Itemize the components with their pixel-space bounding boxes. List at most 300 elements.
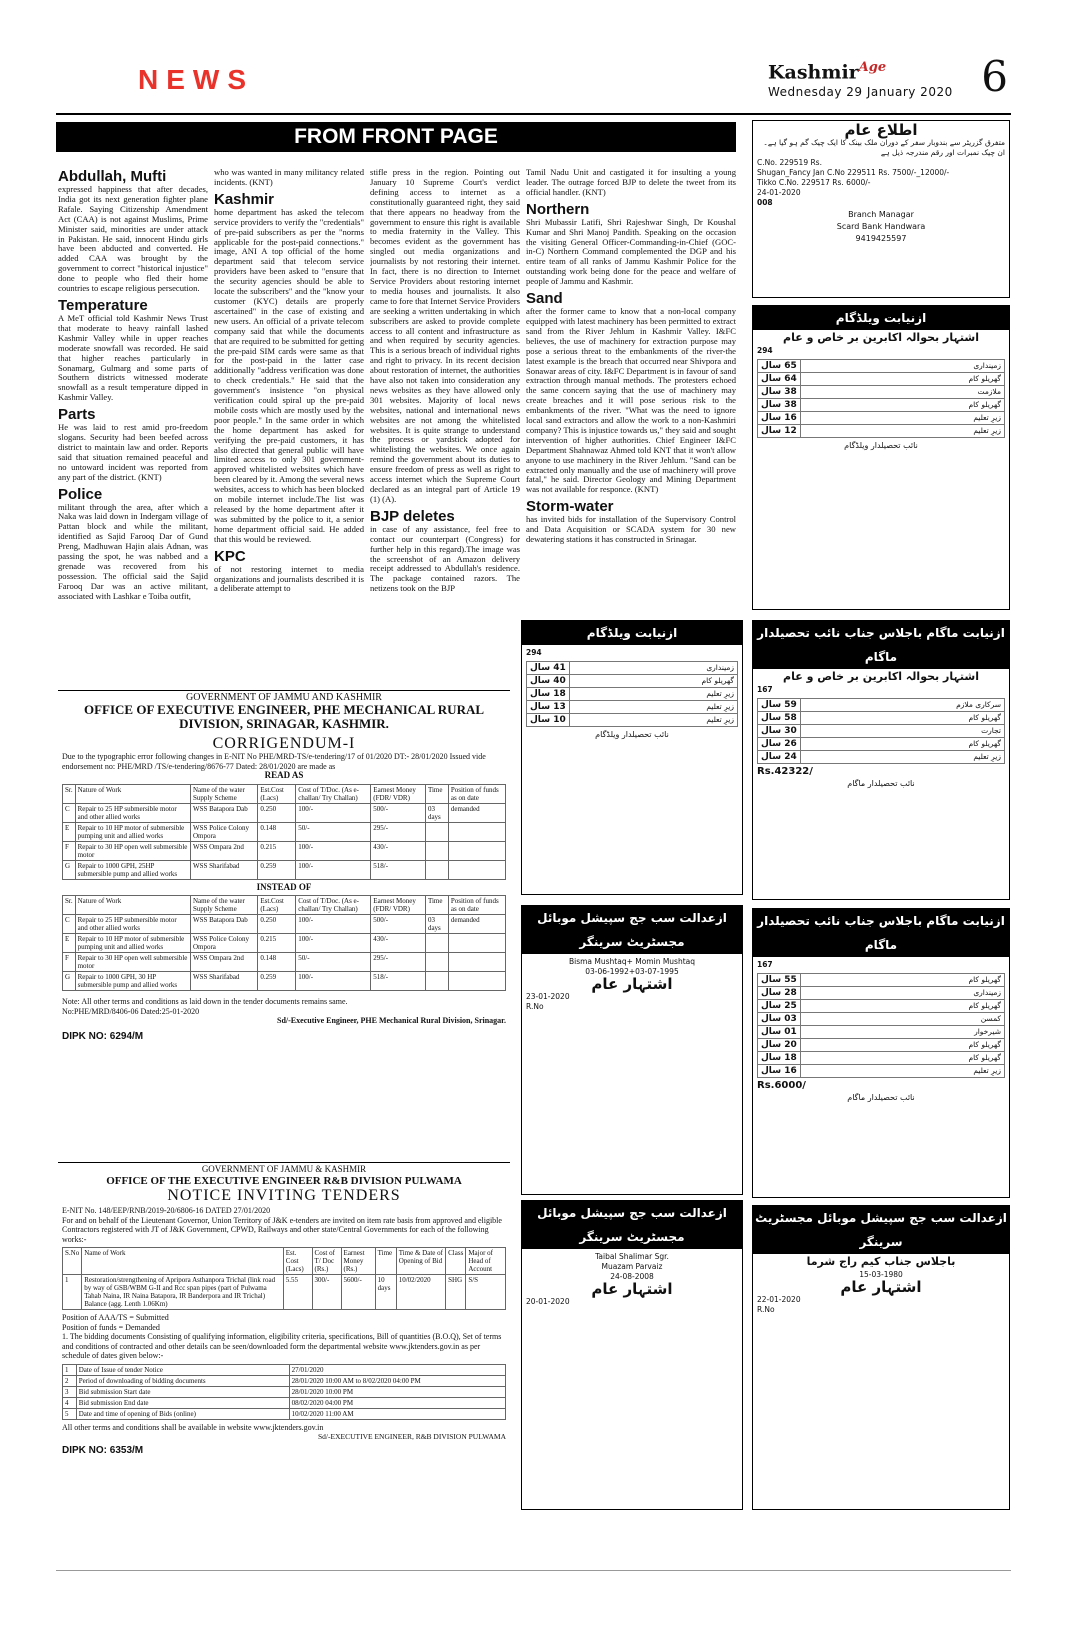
article-bjp: in case of any assistance, feel free to contact our counterpart (Congress) for further help in this regard).The image was the screenshot of an Amazon delivery receipt addressed to Abdullah's residence. The package contained razors. The netizens took on the BJP <box>370 523 520 594</box>
table-cell: 50/- <box>296 822 371 841</box>
ad7-rno: R.No <box>757 1305 775 1314</box>
table-cell: 0.215 <box>258 841 296 860</box>
headline-sand: Sand <box>526 290 563 308</box>
occupation-cell: گھریلو کام <box>800 1039 1004 1052</box>
ad1-sub: اشتہار بحوالہ اکابرین بر خاص و عام <box>783 331 979 344</box>
table-cell <box>448 934 505 953</box>
table-cell: Repair to 30 HP open well submersible motor <box>75 841 190 860</box>
article-police-cont: who was wanted in many militancy related incidents. (KNT) <box>214 168 364 187</box>
article-kashmir: home department has asked the telecom service providers to verify the "credentials" of pre-paid subscribers as per the "norms applicable for the post-paid connections." image, ANI A top official of the home department said that telecom service providers have been asked to "ensure that the security agencies should be able to locate the subscribers" and the "know your customer (KYC) details are properly ascertained" in the case of existing and new users. An official of a private telecom company said that while the documents that are required to be submitted for getting the pre-paid SIM cards were same as that for the post-paid in the latter case additionally "address verification was done to check credentials." He said that the government's insistence "on physical verification could spiral up the pre-paid mobile costs which are mostly used by the poor people." In the same order in which the home department has asked for verifying the pre-paid customers, it has also directed that general public will have limited access to only 301 government-approved whitelisted websites which have been cleared by it. Among the several news websites, access to which has been blocked on mobile internet include.The list was released by the home department after it was submitted by the police to it, a senior home department official said. He added that this would be reviewed. <box>214 206 364 544</box>
table-cell: 5 <box>63 1408 77 1419</box>
article-kpc: of not restoring internet to media organizations and journalists described it is a deliberate attempt to <box>214 563 364 594</box>
table-header-cell: Time <box>425 896 448 915</box>
headline-kashmir: Kashmir <box>214 190 275 208</box>
ad6-heading: اشتہار عام <box>591 1280 673 1298</box>
table-header-cell: Time <box>375 1248 396 1275</box>
table-row <box>63 934 506 953</box>
corr-dipk: DIPK NO: 6294/M <box>62 1030 144 1042</box>
table-header-cell: Est.Cost (Lacs) <box>258 896 296 915</box>
headline-bjp: BJP deletes <box>370 507 455 525</box>
table-cell <box>425 934 448 953</box>
ad3-table <box>757 698 1005 764</box>
ad4-names: Bisma Mushtaq+ Momin Mushtaq <box>568 957 696 966</box>
table-cell: 08/02/2020 04:00 PM <box>289 1397 505 1408</box>
article-police: militant through the area, after which a Naka was laid down in Indergam village of Pattan block and while the militant, identified as Sajid Farooq Dar of Gund Preng, Madhuwan Hajin alais Adnan, was passing the spot, he was nabbed and a grenade was recovered from his possession. The official said the Sajid Farooq Dar was an active militant, associated with Lashkar e Toiba outfit, <box>58 501 208 601</box>
table-cell <box>425 822 448 841</box>
headline-storm-water: Storm-water <box>526 498 614 516</box>
age-cell: 18 سال <box>527 688 570 701</box>
table-cell: 500/- <box>371 803 426 822</box>
age-cell: 01 سال <box>758 1026 801 1039</box>
ad4-title: ازعدالت سب جج سپیشل موبائل مجسٹریٹ سرینگر <box>522 906 742 954</box>
occupation-cell: گھریلو کام <box>800 1000 1004 1013</box>
table-cell: demanded <box>448 803 505 822</box>
notice-phone: 9419425597 <box>855 234 907 243</box>
table-cell: 10 days <box>375 1275 396 1310</box>
table-header-cell: Sr. <box>63 896 76 915</box>
age-cell: 16 سال <box>758 412 801 425</box>
notice-ad <box>752 120 1010 298</box>
occupation-cell: گھریلو کام <box>800 373 1004 386</box>
table-cell: 100/- <box>296 860 371 879</box>
table-cell: 03 days <box>425 915 448 934</box>
occupation-cell: سرکاری ملازم <box>800 699 1004 712</box>
table-cell <box>425 860 448 879</box>
age-cell: 41 سال <box>527 662 570 675</box>
table-cell: 100/- <box>296 934 371 953</box>
table-cell: Repair to 30 HP open well submersible motor <box>75 953 190 972</box>
table-row <box>63 953 506 972</box>
table-header-cell: Position of funds as on date <box>448 784 505 803</box>
masthead <box>768 52 1008 110</box>
table-cell: Repair to 1000 GPH, 30 HP submersible pump and allied works <box>75 972 190 991</box>
table-cell: E <box>63 934 76 953</box>
age-cell: 59 سال <box>758 699 801 712</box>
table-cell: 518/- <box>371 972 426 991</box>
table-header-cell: Earnest Money (FDR/ VDR) <box>371 896 426 915</box>
ad5-title: ازنیابت ماگام باجلاس جناب نائب تحصیلدار ماگام <box>753 909 1009 957</box>
schedule-row <box>63 1386 506 1397</box>
corr-number: No:PHE/MRD/8406-06 Dated:25-01-2020 <box>62 1006 200 1016</box>
table-cell: 1 <box>63 1275 82 1310</box>
ad5-code: 167 <box>757 960 773 969</box>
schedule-row <box>63 1364 506 1375</box>
tender-sign: Sd/-EXECUTIVE ENGINEER, R&B DIVISION PULWAMA <box>318 1432 506 1441</box>
table-row <box>758 1039 1005 1052</box>
table-cell: 50/- <box>296 953 371 972</box>
brand-logo: Kashmir$^{Age}$ <box>768 60 887 84</box>
occupation-cell: زیرِ تعلیم <box>569 701 737 714</box>
table-row <box>527 662 738 675</box>
table-header-cell: Class <box>446 1248 466 1275</box>
table-cell: 3 <box>63 1386 77 1397</box>
occupation-cell: گھریلو کام <box>800 712 1004 725</box>
table-row <box>758 738 1005 751</box>
ad1-code: 294 <box>757 346 773 355</box>
section-label: NEWS <box>138 64 254 95</box>
tender-position: Position of AAA/TS = Submitted <box>62 1313 169 1322</box>
table-row <box>63 972 506 991</box>
age-cell: 65 سال <box>758 360 801 373</box>
table-row <box>758 974 1005 987</box>
urdu-ad-4 <box>521 905 743 1195</box>
tender-office: OFFICE OF THE EXECUTIVE ENGINEER R&B DIVISION PULWAMA <box>106 1174 462 1187</box>
table-cell: 0.148 <box>258 953 296 972</box>
urdu-ad-7 <box>752 1205 1010 1510</box>
news-column-2 <box>214 168 364 685</box>
urdu-ad-6 <box>521 1200 743 1510</box>
table-cell: G <box>63 860 76 879</box>
notice-no: 008 <box>757 198 773 207</box>
ad3-footer: نائب تحصیلدار ماگام <box>847 779 915 788</box>
table-row <box>758 987 1005 1000</box>
occupation-cell: گھریلو کام <box>800 399 1004 412</box>
table-cell: WSS Batapora Dab <box>190 915 257 934</box>
ad2-title: ازنیابت ویلڈگام <box>522 621 742 645</box>
age-cell: 55 سال <box>758 974 801 987</box>
ad6-title: ازعدالت سب جج سپیشل موبائل مجسٹریٹ سرینگر <box>522 1201 742 1249</box>
table-cell <box>425 841 448 860</box>
notice-footer2: Scard Bank Handwara <box>836 222 926 231</box>
headline-temperature: Temperature <box>58 296 148 314</box>
table-cell: C <box>63 915 76 934</box>
ad6-names: Muazam Parvaiz <box>601 1262 663 1271</box>
ad5-table <box>757 973 1005 1078</box>
tender-gov: GOVERNMENT OF JAMMU & KASHMIR <box>201 1164 367 1174</box>
headline-parts: Parts <box>58 406 96 424</box>
table-cell: 28/01/2020 10:00 PM <box>289 1386 505 1397</box>
table-header-cell: Cost of T/ Doc (Rs.) <box>312 1248 341 1275</box>
footer-rule <box>56 1570 1011 1571</box>
notice-line4: 24-01-2020 <box>757 188 801 197</box>
table-cell: 430/- <box>371 934 426 953</box>
table-cell: 295/- <box>371 822 426 841</box>
table-cell: 2 <box>63 1375 77 1386</box>
table-row <box>758 386 1005 399</box>
table-header-cell: Name of Work <box>82 1248 284 1275</box>
table-cell: 0.148 <box>258 822 296 841</box>
table-header-cell: Major of Head of Account <box>466 1248 506 1275</box>
article-parts: He was laid to rest amid pro-freedom slogans. Security had been beefed across district to maintain law and order. Reports said that situation remained peaceful and no untoward incident was reported from any part of the district. (KNT) <box>58 422 208 482</box>
urdu-ad-5 <box>752 908 1010 1198</box>
table-header-cell: Earnest Money (Rs.) <box>341 1248 375 1275</box>
table-cell: demanded <box>448 915 505 934</box>
age-cell: 38 سال <box>758 386 801 399</box>
table-cell: 0.250 <box>258 803 296 822</box>
table-cell: E <box>63 822 76 841</box>
age-cell: 30 سال <box>758 725 801 738</box>
table-cell: 430/- <box>371 841 426 860</box>
corr-gov: GOVERNMENT OF JAMMU AND KASHMIR <box>186 692 382 703</box>
ad1-table <box>757 359 1005 438</box>
table-cell: C <box>63 803 76 822</box>
urdu-ad-1 <box>752 305 1010 610</box>
headline-abdullah: Abdullah, Mufti <box>58 168 167 185</box>
table-row <box>63 822 506 841</box>
corr-table-instead <box>62 895 506 991</box>
table-cell: 295/- <box>371 953 426 972</box>
occupation-cell: شیرخوار <box>800 1026 1004 1039</box>
table-cell: 4 <box>63 1397 77 1408</box>
header-rule <box>56 113 1011 115</box>
table-row <box>758 412 1005 425</box>
table-header-cell: Cost of T/Doc. (As e-challan/ Try Challan) <box>296 784 371 803</box>
headline-kpc: KPC <box>214 547 246 565</box>
table-cell: Repair to 1000 GPH, 25HP submersible pump and allied works <box>75 860 190 879</box>
headline-police: Police <box>58 485 103 503</box>
table-cell: Period of downloading of bidding documents <box>76 1375 289 1386</box>
article-storm-water: has invited bids for installation of the Supervisory Control and Data Acquisition or SCADA system for 30 new dewatering stations it has constructed in Srinagar. <box>526 514 736 545</box>
age-cell: 25 سال <box>758 1000 801 1013</box>
age-cell: 38 سال <box>758 399 801 412</box>
schedule-row <box>63 1397 506 1408</box>
table-cell: WSS Police Colony Ompora <box>190 822 257 841</box>
article-kpc-cont: stifle press in the region. Pointing out January 10 Supreme Court's verdict defining access to internet as a constitutionally guaranteed right, they said that there appears no headway from the government to ensure this right is available to media fraternity in the Valley. This becomes evident as the government has singled out media organizations and journalists by not restoring their internet. In fact, there is no direction to Internet Service Providers about restoring internet to media houses and journalists. It also came to fore that Internet Service Providers are seeking a written undertaking in which subscribers are asked to provide complete access to all content and infrastructure as and when required by security agencies. This is a serious breach of individual rights and right to privacy. In its recent decision about restoration of internet, the authorities have also not taken into consideration any news websites as they have allowed only 301 websites. Majority of local news websites, national and international news websites are not among the whitelisted websites. It is quite strange to understand the process or yardstick adopted for whitelisting the websites. We once again remind the government about its duties to ensure freedom of press as well as right to access internet which the Supreme Court declared as an integral part of Article 19 (1) (A). <box>370 168 520 504</box>
occupation-cell: تجارت <box>800 725 1004 738</box>
occupation-cell: زیرِ تعلیم <box>569 714 737 727</box>
table-header-cell: Name of the water Supply Scheme <box>190 896 257 915</box>
table-row <box>758 712 1005 725</box>
ad7-title: ازعدالت سب جج سپیشل موبائل مجسٹریٹ سرینگر <box>753 1206 1009 1254</box>
corr-office: OFFICE OF EXECUTIVE ENGINEER, PHE MECHANICAL RURAL DIVISION, SRINAGAR, KASHMIR. <box>83 701 485 731</box>
table-cell: 0.259 <box>258 972 296 991</box>
table-cell: 03 days <box>425 803 448 822</box>
table-cell: Bid submission Start date <box>76 1386 289 1397</box>
corr-note: Note: All other terms and conditions as laid down in the tender documents remains same. <box>62 997 348 1006</box>
corr-read-as: READ AS <box>264 770 304 780</box>
notice-line1: C.No. 229519 Rs. <box>757 158 822 167</box>
table-cell: Bid submission End date <box>76 1397 289 1408</box>
table-cell: 10/02/2020 <box>396 1275 445 1310</box>
occupation-cell: زیرِ تعلیم <box>569 688 737 701</box>
table-row <box>527 701 738 714</box>
ad1-title: ازنیابت ویلڈگام <box>753 306 1009 330</box>
tender-ad <box>58 1162 510 1552</box>
table-row <box>758 1065 1005 1078</box>
age-cell: 64 سال <box>758 373 801 386</box>
tender-funds: Position of funds = Demanded <box>62 1322 160 1332</box>
table-cell: WSS Ompara 2nd <box>190 841 257 860</box>
occupation-cell: گھریلو کام <box>569 675 737 688</box>
table-header-cell: Time & Date of Opening of Bid <box>396 1248 445 1275</box>
ad1-footer: نائب تحصیلدار ویلڈگام <box>844 441 918 450</box>
table-cell: S/S <box>466 1275 506 1310</box>
news-column-1 <box>58 165 208 685</box>
occupation-cell: زمینداری <box>800 360 1004 373</box>
ad7-sub: باجلاس جناب کیم راج شرما <box>806 1255 956 1268</box>
table-header-cell: Time <box>425 784 448 803</box>
article-bjp-cont: Tamil Nadu Unit and castigated it for insulting a young leader. The outrage forced BJP to delete the tweet from its official handler. (KNT) <box>526 168 736 197</box>
table-row <box>527 688 738 701</box>
table-cell <box>448 972 505 991</box>
ad6-place: Taibal Shalimar Sgr. <box>595 1252 669 1261</box>
table-row <box>758 751 1005 764</box>
tender-dipk: DIPK NO: 6353/M <box>62 1444 144 1456</box>
schedule-row <box>63 1375 506 1386</box>
ad6-dob: 24-08-2008 <box>610 1272 654 1281</box>
occupation-cell: زیرِ تعلیم <box>800 1065 1004 1078</box>
occupation-cell: کمسن <box>800 1013 1004 1026</box>
occupation-cell: گھریلو کام <box>800 974 1004 987</box>
table-cell <box>448 953 505 972</box>
tender-title: NOTICE INVITING TENDERS <box>167 1186 401 1204</box>
article-northern: Shri Mubassir Latifi, Shri Rajeshwar Singh, Dr Koushal Kumar and Shri Manoj Pandith. Speaking on the occasion the visiting General Officer-Commanding-in-Chief (GOC-in-C) Northern Command complemented the DGP and his entire team of all ranks of Jammu Kashmir Police for the outstanding work being done for the peace and welfare of people of Jammu and Kashmir. <box>526 216 736 287</box>
table-cell: 28/01/2020 10:00 AM to 8/02/2020 04:00 PM <box>289 1375 505 1386</box>
table-cell: 1 <box>63 1364 77 1375</box>
table-cell: 518/- <box>371 860 426 879</box>
table-header-cell: Cost of T/Doc. (As e-challan/ Try Challan) <box>296 896 371 915</box>
table-cell: Restoration/strengthening of Apripora Asthanpora Trichal (link road by way of GSB/WBM G-II and Rcc span pipes (part of Pulwama Tahab Naina, IR Naina Batapora, IR Banderpora and IR Trichal) Balance (agg. Lenth 1.06Km) <box>82 1275 284 1310</box>
table-cell: 100/- <box>296 803 371 822</box>
ad4-date: 23-01-2020 <box>526 992 570 1001</box>
table-header-cell: Est. Cost (Lacs) <box>283 1248 312 1275</box>
table-cell: 10/02/2020 11:00 AM <box>289 1408 505 1419</box>
ad3-sub: اشتہار بحوالہ اکابرین بر خاص و عام <box>783 670 979 683</box>
ad7-date: 22-01-2020 <box>757 1295 801 1304</box>
table-row <box>758 373 1005 386</box>
table-cell: 0.259 <box>258 860 296 879</box>
table-cell: 5.55 <box>283 1275 312 1310</box>
corr-title: CORRIGENDUM-I <box>212 734 356 752</box>
corr-sign: Sd/-Executive Engineer, PHE Mechanical Rural Division, Srinagar. <box>277 1016 506 1025</box>
table-cell: G <box>63 972 76 991</box>
table-row <box>758 425 1005 438</box>
tender-other: All other terms and conditions shall be available in website www.jktenders.gov.in <box>62 1422 324 1432</box>
table-header-cell: Nature of Work <box>75 896 190 915</box>
age-cell: 16 سال <box>758 1065 801 1078</box>
ad3-code: 167 <box>757 685 773 694</box>
notice-line3: Tikko C.No. 229517 Rs. 6000/- <box>757 178 871 187</box>
tender-works-table <box>62 1247 506 1310</box>
table-header-cell: Name of the water Supply Scheme <box>190 784 257 803</box>
occupation-cell: زمینداری <box>569 662 737 675</box>
table-row <box>758 360 1005 373</box>
table-row <box>758 1000 1005 1013</box>
table-header-cell: Earnest Money (FDR/ VDR) <box>371 784 426 803</box>
table-cell: Repair to 25 HP submersible motor and other allied works <box>75 915 190 934</box>
table-cell: 300/- <box>312 1275 341 1310</box>
table-row <box>63 803 506 822</box>
occupation-cell: زیرِ تعلیم <box>800 751 1004 764</box>
tender-schedule-table <box>62 1364 506 1420</box>
occupation-cell: زیرِ تعلیم <box>800 412 1004 425</box>
table-row <box>63 915 506 934</box>
table-cell: 100/- <box>296 841 371 860</box>
issue-date: Wednesday 29 January 2020 <box>768 85 953 100</box>
tender-ref: E-NIT No. 148/EEP/RNB/2019-20/6806-16 DATED 27/01/2020 <box>62 1206 271 1215</box>
table-row <box>63 1275 506 1310</box>
table-cell: WSS Sharifabad <box>190 860 257 879</box>
notice-body: متفرق گزریٹر سے بندوبار سفر کے دوران ملک بینک کا ایک چیک گم ہو گیا ہے۔ ان چیک نمبرات اور رقم مندرجہ ذیل ہے <box>763 138 1005 157</box>
table-cell: 500/- <box>371 915 426 934</box>
tender-conditions: 1. The bidding documents Consisting of qualifying information, eligibility criteria, specifications, Bill of quantities (B.O.Q), Set of terms and conditions of contracted and other details can be seen/downloaded form the departmental website www.jktenders.gov.in as per schedule of dates given below:- <box>62 1332 502 1360</box>
age-cell: 12 سال <box>758 425 801 438</box>
ad2-footer: نائب تحصیلدار ویلڈگام <box>595 730 669 739</box>
news-column-4 <box>526 168 736 608</box>
occupation-cell: زیرِ تعلیم <box>800 425 1004 438</box>
table-cell: Repair to 10 HP motor of submersible pumping unit and allied works <box>75 934 190 953</box>
table-row <box>758 1052 1005 1065</box>
table-cell: SHG <box>446 1275 466 1310</box>
table-cell <box>448 841 505 860</box>
article-sand: after the former came to know that a non-local company equipped with latest machinery has been permitted to extract sand from the River Jehlum in Kashmir Valley. I&FC believes, the use of machinery for extraction purpose may pose a serious threat to the embankments of the river-the latest example is the breach that occurred near Shivpora and Sonawar areas of city. I&FC Department is in favour of sand extraction through manual methods. The protesters echoed the same concern saying that the use of machinery may create breaches and it will pose serious risk to the embankments of the river. "What was the need to ignore local sand extractors and allow the work to a non-Kashmiri company? This is injustice towards us," they said and sought intervention of higher authorities. Chief Engineer I&FC Department Shahnawaz Ahmed told KNT that it won't allow anyone to use machinery in the River Jehlum. "Sand can be extracted only manually and the use of machinery will prove fatal," he said. Director Geology and Mining Department was not available for responce. (KNT) <box>526 306 736 495</box>
table-row <box>758 725 1005 738</box>
ad5-amount: Rs.6000/ <box>757 1080 806 1091</box>
table-cell: 0.215 <box>258 934 296 953</box>
ad2-table <box>526 661 738 727</box>
ad7-heading: اشتہار عام <box>840 1278 922 1296</box>
table-header-cell: S.No <box>63 1248 82 1275</box>
table-row <box>527 714 738 727</box>
table-cell: 0.250 <box>258 915 296 934</box>
table-cell: F <box>63 953 76 972</box>
table-cell: WSS Batapora Dab <box>190 803 257 822</box>
table-row <box>758 399 1005 412</box>
age-cell: 28 سال <box>758 987 801 1000</box>
table-header-cell: Position of funds as on date <box>448 896 505 915</box>
table-cell: WSS Police Colony Ompora <box>190 934 257 953</box>
ad2-code: 294 <box>526 648 542 657</box>
ad4-rno: R.No <box>526 1002 544 1011</box>
age-cell: 58 سال <box>758 712 801 725</box>
news-column-3 <box>370 168 520 685</box>
table-header-cell: Sr. <box>63 784 76 803</box>
table-cell: 100/- <box>296 915 371 934</box>
ad7-dob: 15-03-1980 <box>859 1270 903 1279</box>
ad6-date: 20-01-2020 <box>526 1297 570 1306</box>
occupation-cell: ملازمت <box>800 386 1004 399</box>
notice-title: اطلاع عام <box>844 121 918 139</box>
table-row <box>758 1026 1005 1039</box>
table-row <box>758 1013 1005 1026</box>
urdu-ad-3 <box>752 620 1010 900</box>
table-row <box>63 841 506 860</box>
table-cell <box>448 860 505 879</box>
occupation-cell: گھریلو کام <box>800 738 1004 751</box>
occupation-cell: گھریلو کام <box>800 1052 1004 1065</box>
table-cell: Repair to 25 HP submersible motor and other allied works <box>75 803 190 822</box>
table-header-cell: Nature of Work <box>75 784 190 803</box>
page-number: 6 <box>981 52 1008 101</box>
table-cell: 5600/- <box>341 1275 375 1310</box>
occupation-cell: زمینداری <box>800 987 1004 1000</box>
corr-table-read <box>62 784 506 880</box>
notice-line2: Shugan_Fancy Jan C.No 229511 Rs. 7500/-_12000/- <box>757 168 950 177</box>
age-cell: 24 سال <box>758 751 801 764</box>
table-cell: Date of Issue of tender Notice <box>76 1364 289 1375</box>
age-cell: 13 سال <box>527 701 570 714</box>
table-cell <box>448 822 505 841</box>
schedule-row <box>63 1408 506 1419</box>
table-cell <box>425 972 448 991</box>
table-cell: 100/- <box>296 972 371 991</box>
urdu-ad-2 <box>521 620 743 895</box>
age-cell: 20 سال <box>758 1039 801 1052</box>
article-temperature: A MeT official told Kashmir News Trust that moderate to heavy rainfall lashed Kashmir Valley while in upper reaches moderate snowfall was recorded. He said that higher reaches particularly in Sonamarg, Gulmarg and some parts of Southern districts witnessed moderate snowfall as a result temperature dipped in Kashmir Valley. <box>58 312 208 403</box>
age-cell: 40 سال <box>527 675 570 688</box>
corr-intro: Due to the typographic error following changes in E-NIT No PHE/MRD-TS/e-tendering/17 of 01/2020 DT:- 28/01/2020 Issued vide endorsement no: PHE/MRD /TS/e-tendering/8676-77 Dated: 28/01/2020 are made as <box>62 752 486 771</box>
table-cell: 27/01/2020 <box>289 1364 505 1375</box>
headline-northern: Northern <box>526 200 590 218</box>
ad4-dates: 03-06-1992+03-07-1995 <box>585 967 679 976</box>
table-row <box>527 675 738 688</box>
corrigendum-ad <box>58 690 510 1155</box>
table-cell: WSS Ompara 2nd <box>190 953 257 972</box>
table-cell: Repair to 10 HP motor of submersible pumping unit and allied works <box>75 822 190 841</box>
table-cell <box>425 953 448 972</box>
table-header-cell: Est.Cost (Lacs) <box>258 784 296 803</box>
ad3-title: ازنیابت ماگام باجلاس جناب نائب تحصیلدار ماگام <box>753 621 1009 669</box>
